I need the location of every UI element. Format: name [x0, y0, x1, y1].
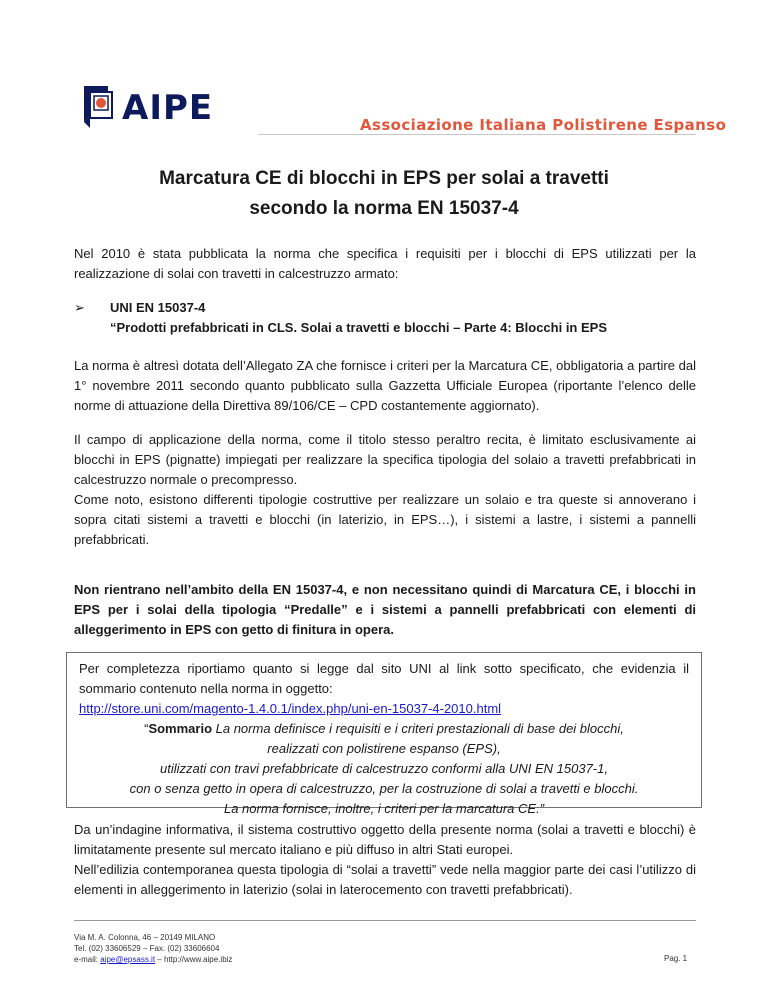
norm-code: UNI EN 15037-4	[110, 300, 206, 315]
logo-wordmark: AIPE	[122, 88, 214, 128]
intro-paragraph: Nel 2010 è stata pubblicata la norma che specifica i requisiti per i blocchi di EPS utilizzati per la realizzazione di solai con travetti in calcestruzzo armato:	[74, 246, 696, 281]
arrow-bullet-icon: ➢	[74, 300, 85, 315]
quote-line-3: utilizzati con travi prefabbricate di calcestruzzo conformi alla UNI EN 15037-1,	[160, 761, 608, 776]
header-tagline: Associazione Italiana Polistirene Espanso	[360, 116, 727, 134]
campo-paragraph: Il campo di applicazione della norma, come il titolo stesso peraltro recita, è limitato esclusivamente ai blocchi in EPS (pignatte) impiegati per realizzare la specifica tipologia del solaio a travetti prefabbricati in calcestruzzo normale o precompresso.	[74, 432, 696, 487]
footer-address: Via M. A. Colonna, 46 – 20149 MILANO	[74, 933, 216, 942]
aipe-logo	[78, 80, 248, 132]
aipe-logo-icon	[78, 82, 118, 128]
document-title	[74, 164, 694, 224]
quote-line-2: realizzati con polistirene espanso (EPS),	[267, 741, 501, 756]
header-divider	[258, 134, 696, 135]
uni-store-link[interactable]: http://store.uni.com/magento-1.4.0.1/index.php/uni-en-15037-4-2010.html	[79, 701, 502, 716]
norm-subtitle: “Prodotti prefabbricati in CLS. Solai a travetti e blocchi – Parte 4: Blocchi in EPS	[110, 320, 608, 335]
edilizia-paragraph: Nell’edilizia contemporanea questa tipologia di “solai a travetti” vede nella maggior parte dei casi l’utilizzo di elementi in alleggerimento in laterizio (solai in laterocemento con travetti prefabbricati).	[74, 862, 696, 897]
uni-summary-box	[66, 652, 702, 816]
footer-website: – http://www.aipe.ibiz	[155, 955, 233, 964]
indagine-paragraph: Da un’indagine informativa, il sistema costruttivo oggetto della presente norma (solai a travetti e blocchi) è limitatamente presente sul mercato italiano e più diffuso in altri Stati europei.	[74, 822, 696, 857]
footer-web-line: e-mail: aipe@epsass.it – http://www.aipe.ibiz	[74, 955, 233, 964]
quote-line-1: “Sommario La norma definisce i requisiti e i criteri prestazionali di base dei blocchi,	[144, 721, 624, 736]
box-intro: Per completezza riportiamo quanto si legge dal sito UNI al link sotto specificato, che evidenzia il sommario contenuto nella norma in oggetto:	[79, 661, 689, 696]
quote-label: Sommario	[148, 721, 213, 736]
exclusion-paragraph: Non rientrano nell’ambito della EN 15037-4, e non necessitano quindi di Marcatura CE, i blocchi in EPS per i solai della tipologia “Predalle” e i sistemi a pannelli prefabbricati con elementi di alleggerimento in EPS con getto di finitura in opera.	[74, 582, 696, 637]
footer-divider	[74, 920, 696, 921]
footer-email-link[interactable]: aipe@epsass.it	[100, 955, 156, 964]
summary-quote	[79, 719, 689, 819]
page-number: Pag. 1	[664, 954, 688, 963]
footer-phone: Tel. (02) 33606529 – Fax. (02) 33606604	[74, 944, 220, 953]
title-line-1: Marcatura CE di blocchi in EPS per solai a travetti	[159, 168, 609, 189]
footer-contact	[74, 932, 232, 965]
allegato-paragraph: La norma è altresì dotata dell’Allegato ZA che fornisce i criteri per la Marcatura CE, obbligatoria a partire dal 1° novembre 2011 secondo quanto pubblicato sulla Gazzetta Ufficiale Europea (riportante l’elenco delle norme di attuazione della Direttiva 89/106/CE – CPD costantemente aggiornato).	[74, 358, 696, 413]
title-line-2: secondo la norma EN 15037-4	[249, 198, 519, 219]
tipologie-paragraph: Come noto, esistono differenti tipologie costruttive per realizzare un solaio e tra queste si annoverano i sopra citati sistemi a travetti e blocchi (in laterizio, in EPS…), i sistemi a lastre, i sistemi a pannelli prefabbricati.	[74, 492, 696, 547]
quote-line-5: La norma fornisce, inoltre, i criteri per la marcatura CE.”	[223, 801, 545, 816]
quote-line-4: con o senza getto in opera di calcestruzzo, per la costruzione di solai a travetti e blocchi.	[129, 781, 639, 796]
